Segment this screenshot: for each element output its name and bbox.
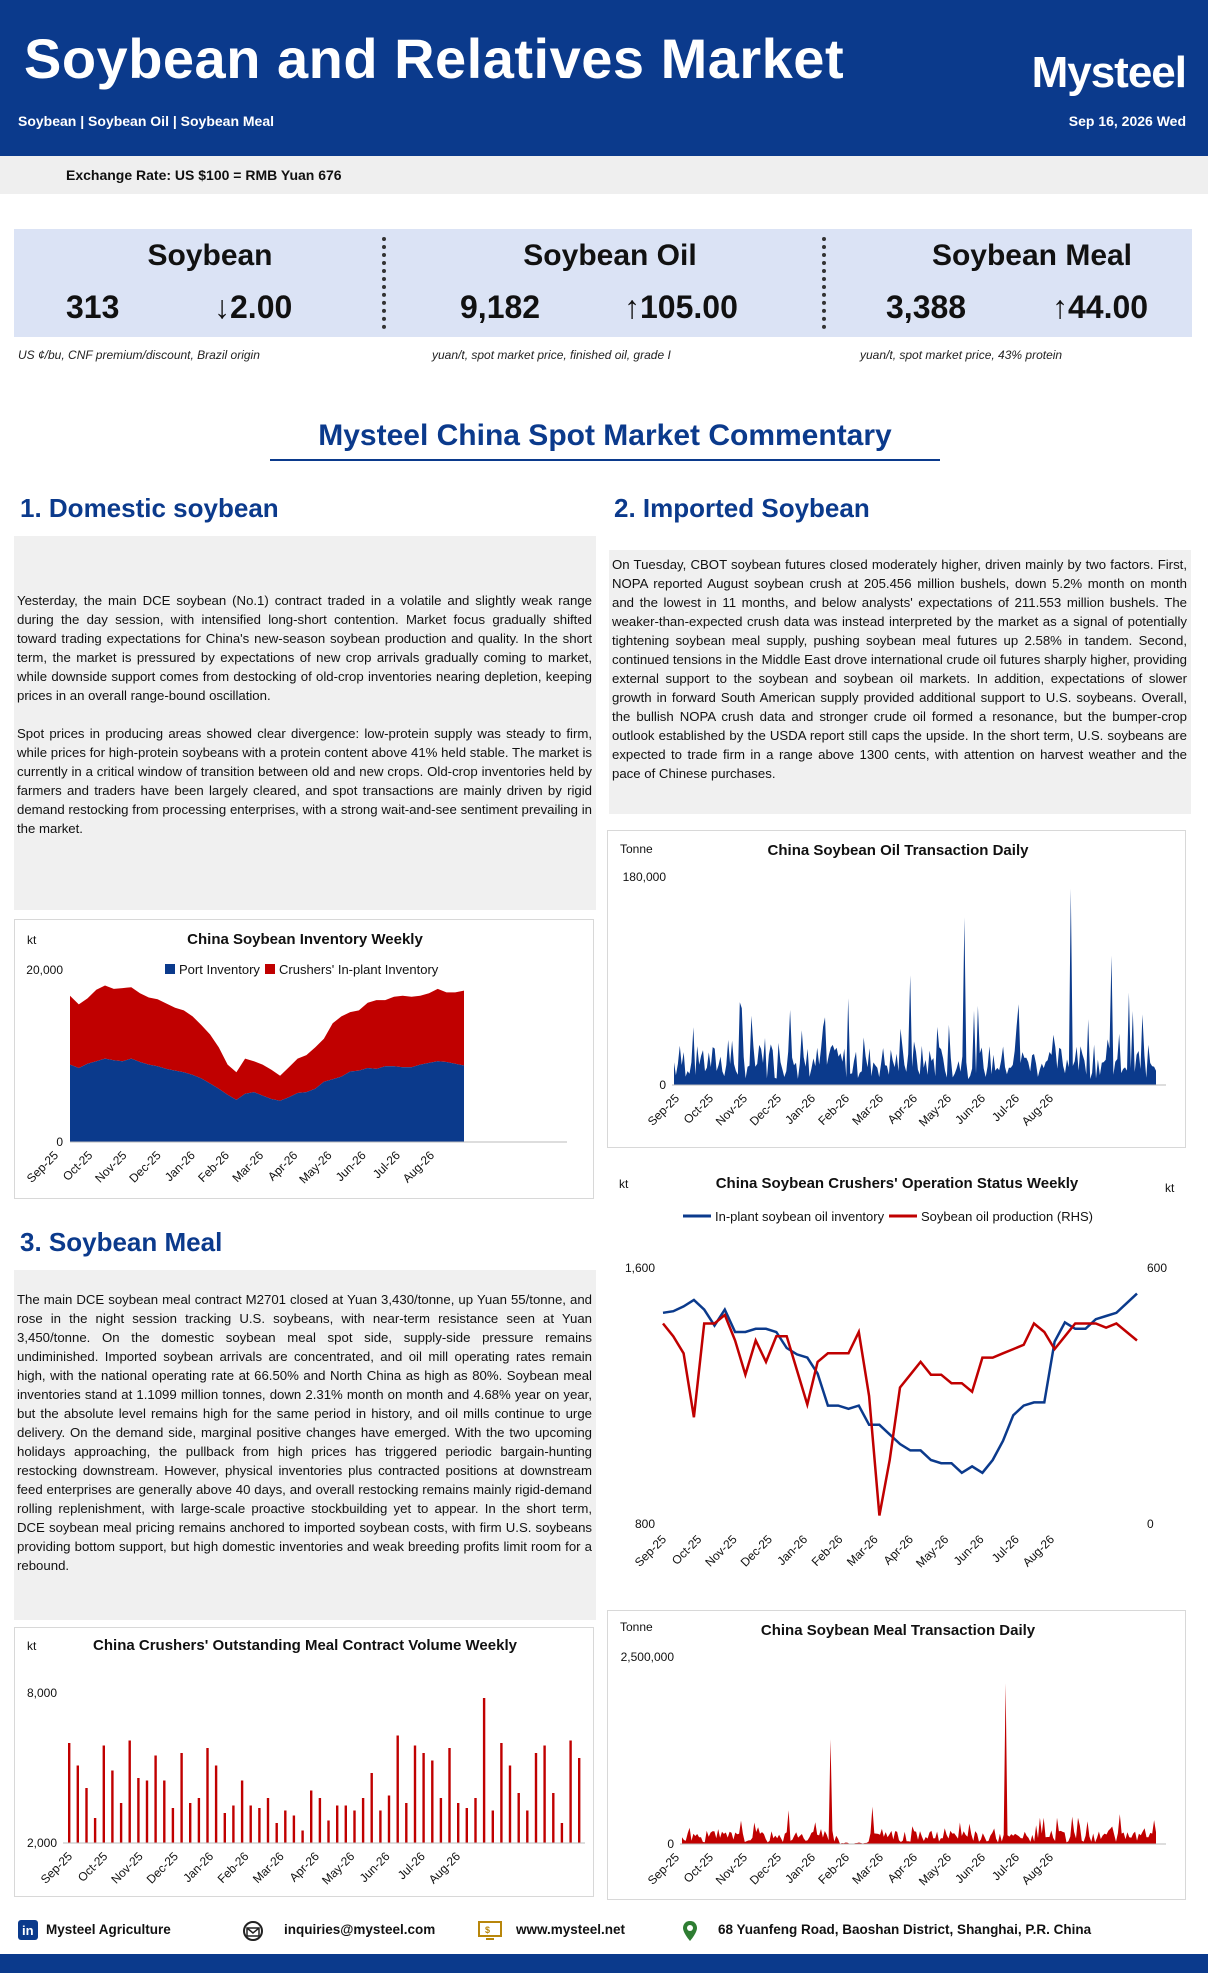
y-tick-bottom: 2,000 xyxy=(26,1836,57,1850)
bar xyxy=(68,1743,70,1843)
line-oil-inventory xyxy=(663,1294,1137,1473)
ticker-unit: yuan/t, spot market price, 43% protein xyxy=(860,348,1063,362)
legend-swatch-crushers xyxy=(265,964,275,974)
bar xyxy=(414,1746,416,1844)
y-tick-right-bottom: 0 xyxy=(1147,1517,1154,1531)
x-tick-label: Mar-26 xyxy=(229,1148,267,1186)
bar xyxy=(103,1746,105,1844)
legend-production: Soybean oil production (RHS) xyxy=(921,1209,1093,1224)
y-tick-top: 20,000 xyxy=(26,963,63,977)
y-unit-left: kt xyxy=(619,1177,629,1191)
x-tick-label: Sep-25 xyxy=(644,1091,683,1129)
bar xyxy=(85,1788,87,1843)
bar xyxy=(422,1753,424,1843)
bar xyxy=(578,1758,580,1843)
bar xyxy=(569,1741,571,1844)
chart-inventory-svg xyxy=(15,920,595,1200)
ticker-soybean-oil xyxy=(414,229,806,337)
bar xyxy=(552,1793,554,1843)
bar xyxy=(509,1766,511,1844)
chart-meal-contract xyxy=(14,1627,594,1897)
chart-oil-transaction-svg xyxy=(608,831,1187,1149)
imported-text xyxy=(609,550,1191,814)
location-pin-icon xyxy=(682,1920,698,1942)
bar xyxy=(561,1823,563,1843)
report-date: Sep 16, 2026 Wed xyxy=(1068,113,1186,129)
bar xyxy=(518,1793,520,1843)
chart-meal-transaction xyxy=(607,1610,1186,1900)
x-tick-label: Jul-26 xyxy=(988,1532,1022,1566)
ticker-soybean-meal xyxy=(836,229,1208,337)
x-tick-label: Dec-25 xyxy=(737,1532,775,1570)
bar xyxy=(474,1798,476,1843)
bar xyxy=(137,1778,139,1843)
x-tick-label: Nov-25 xyxy=(702,1532,740,1570)
bar xyxy=(258,1808,260,1843)
legend-swatch-port xyxy=(165,964,175,974)
x-tick-label: Aug-26 xyxy=(425,1849,464,1887)
bar xyxy=(310,1791,312,1844)
ticker-price: 9,182 xyxy=(460,289,541,325)
x-tick-label: Nov-25 xyxy=(712,1850,751,1888)
bar xyxy=(448,1748,450,1843)
chart-title: China Soybean Inventory Weekly xyxy=(187,931,423,948)
bar xyxy=(180,1753,182,1843)
x-tick-label: Jul-26 xyxy=(989,1091,1023,1125)
x-tick-label: Dec-25 xyxy=(746,1850,785,1888)
x-tick-label: Aug-26 xyxy=(1018,1850,1057,1888)
price-ticker xyxy=(14,229,1192,337)
bar xyxy=(163,1781,165,1844)
x-tick-label: Jul-26 xyxy=(989,1850,1023,1884)
bar xyxy=(535,1753,537,1843)
y-tick-left-bottom: 800 xyxy=(634,1517,655,1531)
legend-port: Port Inventory xyxy=(179,962,260,977)
section-title-domestic: 1. Domestic soybean xyxy=(20,493,279,523)
x-tick-label: Feb-26 xyxy=(808,1532,846,1570)
bar xyxy=(388,1796,390,1844)
footer-address: 68 Yuanfeng Road, Baoshan District, Shanghai, P.R. China xyxy=(718,1922,1092,1937)
bar xyxy=(129,1741,131,1844)
bar xyxy=(466,1808,468,1843)
paragraph: Spot prices in producing areas showed clear divergence: low-protein supply was steady to firm, while prices for high-protein soybeans with a protein content above 41% held stable. The market is currently in a critical window of transition between old and new crops. Old-crop inventories held by farmers and traders have been largely cleared, and spot transactions are mainly driven by rigid demand restocking from processing enterprises, with a strong wait-and-see sentiment prevailing in the market. xyxy=(17,726,592,836)
y-unit-right: kt xyxy=(1165,1181,1175,1195)
footer xyxy=(0,1912,1208,1952)
x-tick-label: Jul-26 xyxy=(394,1849,428,1883)
website-icon xyxy=(478,1920,502,1940)
x-tick-label: Sep-25 xyxy=(644,1850,683,1888)
bar xyxy=(327,1821,329,1844)
footer-email[interactable]: inquiries@mysteel.com xyxy=(284,1922,436,1937)
ticker-price: 313 xyxy=(66,289,120,325)
x-tick-label: Mar-26 xyxy=(843,1532,881,1570)
bar xyxy=(345,1806,347,1844)
ticker-unit: US ¢/bu, CNF premium/discount, Brazil origin xyxy=(18,348,260,362)
report-subtitle: Soybean | Soybean Oil | Soybean Meal xyxy=(18,113,275,129)
email-icon xyxy=(242,1920,264,1942)
bar xyxy=(371,1773,373,1843)
chart-title: China Crushers' Outstanding Meal Contract Volume Weekly xyxy=(93,1637,517,1654)
x-tick-label: Nov-25 xyxy=(108,1849,146,1887)
y-unit: kt xyxy=(27,1639,37,1653)
x-tick-label: May-26 xyxy=(319,1849,358,1888)
bar xyxy=(250,1806,252,1844)
x-tick-label: May-26 xyxy=(915,1091,955,1130)
chart-crushers-svg xyxy=(607,1164,1186,1604)
y-tick-left-top: 1,600 xyxy=(624,1261,655,1275)
report-title: Soybean and Relatives Market xyxy=(24,27,845,90)
x-tick-label: Jun-26 xyxy=(952,1091,989,1128)
bar xyxy=(215,1766,217,1844)
chart-oil-transaction xyxy=(607,830,1186,1148)
y-unit: kt xyxy=(27,933,37,947)
x-tick-label: Aug-26 xyxy=(1019,1532,1058,1570)
bar xyxy=(362,1798,364,1843)
bar xyxy=(543,1746,545,1844)
ticker-change: ↑105.00 xyxy=(624,289,738,325)
y-tick-bottom: 0 xyxy=(56,1135,63,1149)
y-unit: Tonne xyxy=(620,842,653,856)
bottom-bar xyxy=(0,1954,1208,1973)
x-tick-label: Sep-25 xyxy=(631,1532,670,1570)
commentary-title: Mysteel China Spot Market Commentary xyxy=(270,419,940,461)
ticker-name: Soybean Meal xyxy=(931,239,1133,272)
chart-inventory xyxy=(14,919,594,1199)
x-tick-label: Apr-26 xyxy=(265,1148,301,1184)
bar xyxy=(431,1761,433,1844)
x-tick-label: Mar-26 xyxy=(849,1850,887,1888)
x-tick-label: Jan-26 xyxy=(782,1091,819,1128)
x-tick-label: Jun-26 xyxy=(952,1850,989,1887)
x-tick-label: Jun-26 xyxy=(950,1532,987,1569)
bar xyxy=(319,1798,321,1843)
chart-title: China Soybean Meal Transaction Daily xyxy=(760,1622,1036,1639)
meal-text xyxy=(14,1270,596,1620)
line-oil-production xyxy=(663,1315,1137,1516)
x-tick-label: Jul-26 xyxy=(369,1148,403,1182)
x-tick-label: May-26 xyxy=(913,1532,952,1571)
chart-meal-contract-svg xyxy=(15,1628,595,1898)
bar xyxy=(405,1803,407,1843)
x-tick-label: Dec-25 xyxy=(143,1849,181,1887)
x-tick-label: Oct-25 xyxy=(669,1532,705,1568)
x-tick-label: Aug-26 xyxy=(399,1148,438,1186)
bar xyxy=(457,1803,459,1843)
bar xyxy=(293,1816,295,1844)
chart-meal-transaction-svg xyxy=(608,1611,1187,1901)
bar xyxy=(353,1811,355,1844)
y-unit: Tonne xyxy=(620,1620,653,1634)
x-tick-label: Dec-25 xyxy=(746,1091,785,1129)
ticker-unit: yuan/t, spot market price, finished oil, grade I xyxy=(432,348,671,362)
bar xyxy=(284,1811,286,1844)
ticker-change: ↓2.00 xyxy=(214,289,293,325)
mysteel-logo: Mysteel xyxy=(1031,48,1186,97)
bar xyxy=(440,1798,442,1843)
x-tick-label: Oct-25 xyxy=(75,1849,111,1885)
legend-crushers: Crushers' In-plant Inventory xyxy=(279,962,439,977)
ticker-price: 3,388 xyxy=(886,289,967,325)
x-tick-label: Aug-26 xyxy=(1018,1091,1057,1129)
bar xyxy=(483,1698,485,1843)
x-tick-label: Mar-26 xyxy=(849,1091,887,1129)
bar xyxy=(77,1766,79,1844)
bar xyxy=(94,1818,96,1843)
header xyxy=(0,0,1208,156)
x-tick-label: Oct-25 xyxy=(59,1148,96,1184)
x-tick-label: Nov-25 xyxy=(712,1091,751,1129)
exchange-rate: Exchange Rate: US $100 = RMB Yuan 676 xyxy=(66,167,342,183)
paragraph: On Tuesday, CBOT soybean futures closed moderately higher, driven mainly by two factors. First, NOPA reported August soybean crush at 205.456 million bushels, down 5.2% month on month and the lowest in 11 months, and below analysts' expectations of 211.553 million bushels. The weaker-than-expected crush data was instead interpreted by the market as a signal of potentially tightening soybean meal supply, pushing soybean meal futures up 2.58% in tandem. Second, continued tensions in the Middle East drove international crude oil futures sharply higher, providing external support to the soybean and soybean oil markets. In addition, expectations of slower growth in forward South American supply provided additional support to U.S. soybeans. Overall, the bullish NOPA crush data and stronger crude oil formed a resonance, but the bumper-crop outlook established by the USDA report still caps the upside. In the short term, U.S. soybeans are expected to trade firm in a range above 1300 cents, with attention on harvest weather and the pace of Chinese purchases. xyxy=(612,557,1187,781)
x-tick-label: Feb-26 xyxy=(815,1091,853,1129)
bar xyxy=(232,1806,234,1844)
paragraph: Yesterday, the main DCE soybean (No.1) contract traded in a volatile and slightly weak range during the day session, with intensified long-short contention. Market focus gradually shifted toward trading expectations for China's new-season soybean production and quality. In the short term, the market is pressured by expectations of new crop arrivals gradually coming to market, while downside support comes from destocking of old-crop inventories nearing depletion, keeping prices in an overall range-bound oscillation. xyxy=(17,593,592,703)
divider xyxy=(822,237,826,329)
area-meal-transactions xyxy=(682,1683,1156,1844)
y-tick-bottom: 0 xyxy=(667,1837,674,1851)
svg-text:$: $ xyxy=(485,1925,491,1935)
paragraph: The main DCE soybean meal contract M2701 closed at Yuan 3,430/tonne, up Yuan 55/tonne, and rose in the night session tracking U.S. soybeans, with near-term resistance seen at Yuan 3,450/tonne. On the domestic soybean meal spot side, supply-side pressure remains undiminished. Imported soybean arrivals are concentrated, and oil mill operating rates remain high, with the national operating rate at 66.50% and North China as high as 80%. Soybean meal inventories stand at 1.1099 million tonnes, down 2.31% month on month and 4.68% year on year, but the absolute level remains high for the same period in history, and oil mills continue to urge delivery. On the demand side, marginal positive changes have emerged. With the two upcoming holidays approaching, the pullback from high prices has triggered periodic bargain-hunting restocking downstream. However, physical inventories plus contracted positions at downstream feed enterprises are generally above 40 days, and overall restocking remains mainly rigid-demand rolling replenishment, with large-scale proactive stockbuilding yet to appear. In the short term, DCE soybean meal pricing remains anchored to imported soybean costs, with firm U.S. soybeans providing bottom support, but high domestic inventories and weak breeding profits limit room for a rebound. xyxy=(17,1292,592,1573)
bar xyxy=(154,1756,156,1844)
x-tick-label: Jan-26 xyxy=(782,1850,819,1887)
x-tick-label: Apr-26 xyxy=(880,1532,917,1568)
x-tick-label: Feb-26 xyxy=(195,1148,233,1186)
y-tick-right-top: 600 xyxy=(1147,1261,1168,1275)
footer-linkedin[interactable]: Mysteel Agriculture xyxy=(46,1922,171,1937)
chart-title: China Soybean Crushers' Operation Status Weekly xyxy=(715,1175,1079,1192)
y-tick-top: 8,000 xyxy=(26,1686,57,1700)
x-tick-label: Mar-26 xyxy=(249,1849,287,1887)
x-tick-label: Jan-26 xyxy=(161,1148,198,1185)
x-tick-label: Apr-26 xyxy=(884,1850,921,1886)
bar xyxy=(492,1811,494,1844)
area-oil-transactions xyxy=(674,889,1156,1085)
bar xyxy=(224,1813,226,1843)
y-tick-bottom: 0 xyxy=(659,1078,666,1092)
bar xyxy=(379,1811,381,1844)
x-tick-label: Apr-26 xyxy=(286,1849,323,1885)
bar xyxy=(301,1831,303,1844)
bar xyxy=(206,1748,208,1843)
domestic-text xyxy=(14,536,596,910)
x-tick-label: Apr-26 xyxy=(884,1091,921,1127)
bar xyxy=(526,1811,528,1844)
bar xyxy=(397,1736,399,1844)
bar xyxy=(267,1798,269,1843)
x-tick-label: May-26 xyxy=(915,1850,955,1889)
x-tick-label: Oct-25 xyxy=(680,1091,717,1127)
x-tick-label: Jan-26 xyxy=(180,1849,217,1886)
x-tick-label: May-26 xyxy=(296,1148,335,1187)
legend-inventory: In-plant soybean oil inventory xyxy=(715,1209,885,1224)
x-tick-label: Oct-25 xyxy=(680,1850,717,1886)
y-tick-top: 2,500,000 xyxy=(620,1650,674,1664)
footer-website[interactable]: www.mysteel.net xyxy=(516,1922,626,1937)
x-tick-label: Dec-25 xyxy=(126,1148,164,1186)
bar xyxy=(172,1808,174,1843)
x-tick-label: Jan-26 xyxy=(774,1532,811,1569)
bar xyxy=(241,1781,243,1844)
y-tick-top: 180,000 xyxy=(622,870,666,884)
ticker-change: ↑44.00 xyxy=(1052,289,1149,325)
ticker-soybean xyxy=(14,229,406,337)
x-tick-label: Sep-25 xyxy=(37,1849,76,1887)
chart-crushers xyxy=(607,1164,1186,1604)
linkedin-icon xyxy=(18,1920,38,1940)
bar xyxy=(146,1781,148,1844)
x-tick-label: Jun-26 xyxy=(332,1148,369,1185)
ticker-name: Soybean xyxy=(147,239,273,272)
bar xyxy=(120,1803,122,1843)
divider xyxy=(382,237,386,329)
ticker-name: Soybean Oil xyxy=(523,239,697,272)
bar xyxy=(198,1798,200,1843)
bar xyxy=(500,1743,502,1843)
exchange-rate-bar xyxy=(0,156,1208,194)
x-tick-label: Nov-25 xyxy=(92,1148,130,1186)
x-tick-label: Sep-25 xyxy=(23,1148,62,1186)
svg-text:in: in xyxy=(22,1923,34,1938)
chart-title: China Soybean Oil Transaction Daily xyxy=(767,842,1029,859)
section-title-meal: 3. Soybean Meal xyxy=(20,1227,223,1257)
x-tick-label: Jun-26 xyxy=(356,1849,393,1886)
bar xyxy=(336,1806,338,1844)
section-title-imported: 2. Imported Soybean xyxy=(614,493,870,523)
bar xyxy=(189,1803,191,1843)
x-tick-label: Feb-26 xyxy=(815,1850,853,1888)
x-tick-label: Feb-26 xyxy=(214,1849,252,1887)
bar xyxy=(111,1771,113,1844)
bar xyxy=(276,1823,278,1843)
